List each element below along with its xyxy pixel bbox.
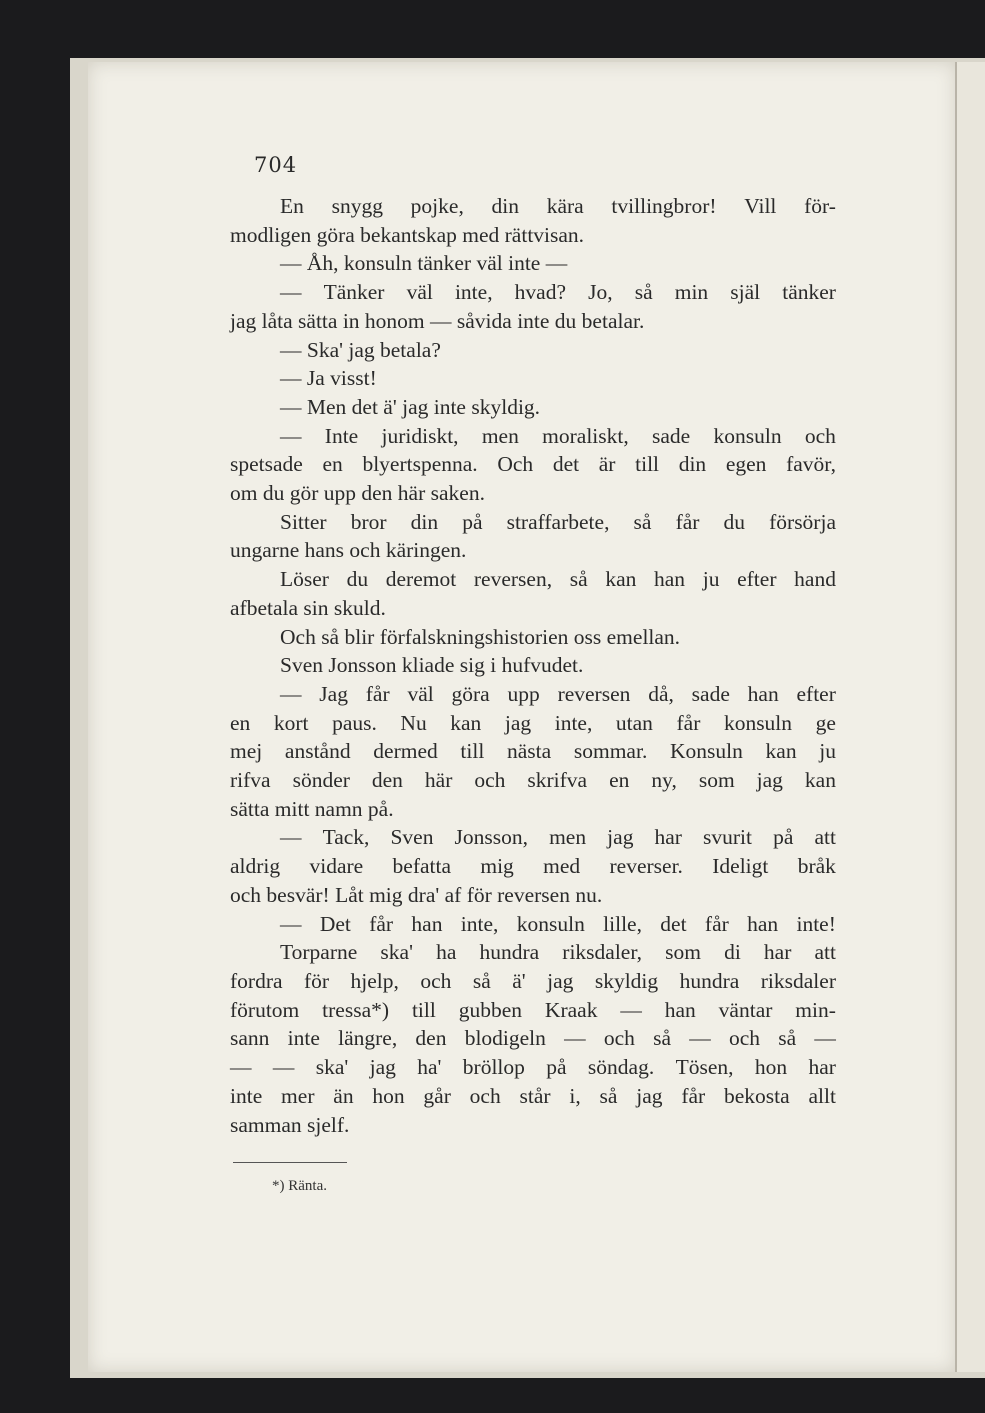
text-line: — Inte juridiskt, men moraliskt, sade konsuln och: [280, 423, 836, 448]
text-line: — Tack, Sven Jonsson, men jag har svurit på att: [280, 825, 836, 850]
text-line: modligen göra bekantskap med rättvisan.: [230, 222, 585, 247]
page-number: 704: [254, 153, 298, 177]
text-line: En snygg pojke, din kära tvillingbror! Vill för-: [280, 194, 836, 218]
text-line: — Men det ä' jag inte skyldig.: [280, 394, 541, 419]
text-line: förutom tressa*) till gubben Kraak — han väntar min-: [230, 997, 836, 1022]
text-line: — Åh, konsuln tänker väl inte —: [280, 251, 568, 276]
text-line: Sitter bror din på straffarbete, så får du försörja: [280, 509, 836, 534]
text-line: ungarne hans och käringen.: [230, 538, 467, 563]
text-line: samman sjelf.: [230, 1112, 350, 1137]
text-line: fordra för hjelp, och så ä' jag skyldig hundra riksdaler: [230, 968, 836, 993]
text-line: Sven Jonsson kliade sig i hufvudet.: [280, 653, 584, 678]
text-line: Löser du deremot reversen, så kan han ju efter hand: [280, 567, 836, 592]
text-line: rifva sönder den här och skrifva en ny, som jag kan: [230, 768, 836, 793]
text-line: — — ska' jag ha' bröllop på söndag. Tösen, hon har: [230, 1055, 836, 1080]
text-line: en kort paus. Nu kan jag inte, utan får konsuln ge: [230, 710, 836, 735]
text-line: och besvär! Låt mig dra' af för reversen nu.: [230, 882, 603, 907]
text-line: — Ska' jag betala?: [280, 337, 441, 362]
text-line: Och så blir förfalskningshistorien oss emellan.: [280, 624, 681, 649]
text-line: — Jag får väl göra upp reversen då, sade han efter: [280, 681, 836, 706]
text-line: aldrig vidare befatta mig med reverser. Ideligt bråk: [230, 854, 836, 879]
text-line: Torparne ska' ha hundra riksdaler, som di har att: [280, 940, 836, 965]
footnote-divider: [233, 1162, 347, 1163]
next-page-edge: [955, 62, 985, 1372]
text-line: spetsade en blyertspenna. Och det är till din egen favör,: [230, 452, 836, 477]
text-line: sätta mitt namn på.: [230, 796, 394, 821]
text-line: — Tänker väl inte, hvad? Jo, så min själ tänker: [280, 280, 836, 305]
text-line: inte mer än hon går och står i, så jag får bekosta allt: [230, 1083, 836, 1108]
page-body-text: [230, 192, 836, 1139]
text-line: sann inte längre, den blodigeln — och så — och så —: [230, 1026, 836, 1051]
text-line: jag låta sätta in honom — såvida inte du betalar.: [230, 308, 645, 333]
text-line: afbetala sin skuld.: [230, 595, 386, 620]
text-line: — Det får han inte, konsuln lille, det får han inte!: [280, 911, 836, 936]
text-line: om du gör upp den här saken.: [230, 481, 485, 506]
text-line: mej anstånd dermed till nästa sommar. Konsuln kan ju: [230, 739, 836, 764]
text-line: — Ja visst!: [280, 366, 377, 391]
footnote: *) Ränta.: [272, 1178, 327, 1194]
